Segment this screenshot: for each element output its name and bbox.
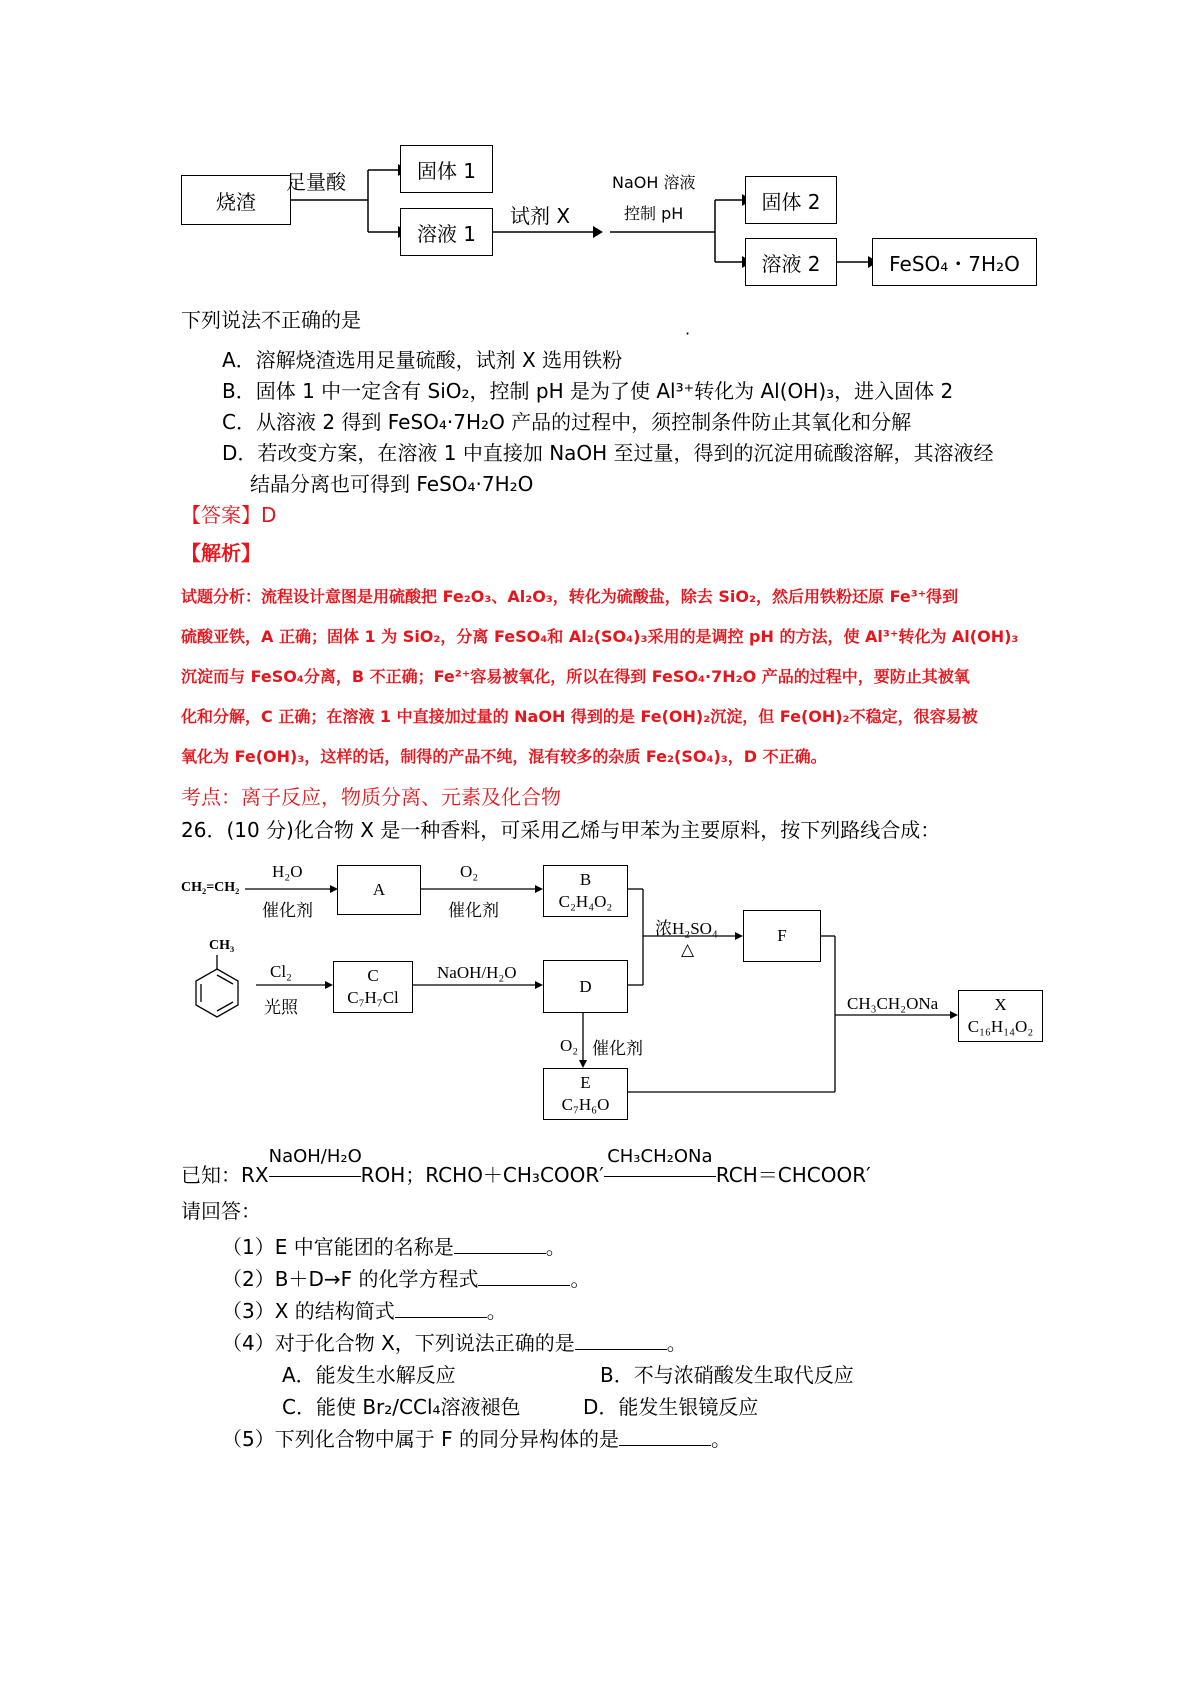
known-rx: RX bbox=[241, 1163, 269, 1187]
q26-sub4-text: （4）对于化合物 X，下列说法正确的是 bbox=[222, 1331, 575, 1355]
label-ph: 控制 pH bbox=[624, 204, 684, 223]
q25-stem: 下列说法不正确的是 · bbox=[181, 305, 1200, 335]
compound-c-formula: C₇H₇Cl bbox=[347, 988, 399, 1007]
node-sol1-label: 溶液 1 bbox=[416, 221, 477, 246]
node-start-label: 烧渣 bbox=[216, 189, 256, 214]
compound-c-box bbox=[333, 961, 413, 1013]
compound-e-box bbox=[543, 1068, 628, 1120]
q25-analysis-line-5: 氧化为 Fe(OH)₃，这样的话，制得的产品不纯，混有较多的杂质 Fe₂(SO₄)₃，D 不正确。 bbox=[181, 747, 827, 766]
compound-a-box bbox=[337, 865, 421, 915]
q25-analysis-line-4: 化和分解，C 正确；在溶液 1 中直接加过量的 NaOH 得到的是 Fe(OH)₂沉淀，但 Fe(OH)₂不稳定，很容易被 bbox=[181, 707, 978, 726]
node-sol2-label: 溶液 2 bbox=[761, 251, 821, 276]
known-prefix: 已知： bbox=[181, 1163, 241, 1187]
route-h2so4-label: 浓H₂SO₄ bbox=[655, 919, 718, 938]
toluene-methyl-label: CH₃ bbox=[209, 938, 235, 953]
compound-a-label: A bbox=[372, 880, 386, 899]
label-reagent: 试剂 X bbox=[510, 204, 571, 228]
label-acid: 足量酸 bbox=[286, 170, 346, 194]
q26-sub2-blank[interactable] bbox=[478, 1265, 570, 1286]
q25-option-d-cont: 结晶分离也可得到 FeSO₄·7H₂O bbox=[250, 472, 534, 496]
route-light-label: 光照 bbox=[264, 998, 298, 1017]
q26-sub5-text: （5）下列化合物中属于 F 的同分异构体的是 bbox=[222, 1427, 619, 1451]
route-ethoxide-label: CH₃CH₂ONa bbox=[847, 994, 939, 1013]
q25-kaodian: 考点：离子反应，物质分离、元素及化合物 bbox=[181, 785, 561, 809]
q26-sub5-period: 。 bbox=[710, 1427, 731, 1451]
compound-b-box bbox=[543, 865, 628, 917]
known-arrow-1 bbox=[268, 1146, 362, 1190]
q26-sub4-option-d: D．能发生银镜反应 bbox=[583, 1395, 759, 1419]
known-cond-2: CH₃CH₂ONa bbox=[607, 1146, 713, 1167]
q26-ask: 请回答： bbox=[181, 1199, 261, 1223]
compound-e-label: E bbox=[580, 1073, 591, 1092]
known-mid: ROH；RCHO＋CH₃COOR′ bbox=[360, 1163, 604, 1187]
q25-analysis-head: 【解析】 bbox=[181, 541, 261, 565]
q26-sub1 bbox=[222, 1232, 566, 1262]
q25-analysis-line-3: 沉淀而与 FeSO₄分离，B 不正确；Fe²⁺容易被氧化，所以在得到 FeSO₄·7H₂O 产品的过程中，要防止其被氧 bbox=[181, 667, 970, 686]
q26-sub3-text: （3）X 的结构简式 bbox=[222, 1299, 395, 1323]
route-o2-label: O₂ bbox=[460, 862, 479, 881]
q25-analysis-line-2: 硫酸亚铁，A 正确；固体 1 为 SiO₂，分离 FeSO₄和 Al₂(SO₄)₃采用的是调控 pH 的方法，使 Al³⁺转化为 Al(OH)₃ bbox=[181, 627, 1019, 646]
q26-sub4-blank[interactable] bbox=[575, 1329, 667, 1350]
q26-sub5 bbox=[222, 1424, 731, 1454]
q25-option-a: A．溶解烧渣选用足量硫酸，试剂 X 选用铁粉 bbox=[222, 348, 623, 372]
q25-option-c: C．从溶液 2 得到 FeSO₄·7H₂O 产品的过程中，须控制条件防止其氧化和分解 bbox=[222, 410, 912, 434]
compound-x-formula: C₁₆H₁₄O₂ bbox=[967, 1017, 1034, 1036]
q26-sub1-blank[interactable] bbox=[454, 1233, 546, 1254]
q26-sub4-option-b: B．不与浓硝酸发生取代反应 bbox=[600, 1363, 854, 1387]
compound-e-formula: C₇H₆O bbox=[561, 1095, 610, 1114]
compound-f-box bbox=[743, 910, 821, 962]
compound-d-label: D bbox=[579, 976, 592, 996]
known-end: RCH＝CHCOOR′ bbox=[715, 1163, 871, 1187]
q25-analysis-line-1: 试题分析：流程设计意图是用硫酸把 Fe₂O₃、Al₂O₃，转化为硫酸盐，除去 SiO₂，然后用铁粉还原 Fe³⁺得到 bbox=[181, 587, 959, 606]
compound-x-label: X bbox=[994, 995, 1007, 1014]
q26-stem: 26．(10 分)化合物 X 是一种香料，可采用乙烯与甲苯为主要原料，按下列路线合成： bbox=[181, 818, 941, 842]
q26-sub4-period: 。 bbox=[666, 1331, 687, 1355]
route-cat1-label: 催化剂 bbox=[262, 901, 313, 920]
q26-sub3 bbox=[222, 1296, 507, 1326]
known-cond-1: NaOH/H₂O bbox=[268, 1146, 362, 1167]
route-naoh-label: NaOH/H₂O bbox=[437, 963, 517, 982]
compound-x-box bbox=[958, 990, 1043, 1042]
route-heat-label: △ bbox=[681, 940, 695, 959]
q26-sub3-period: 。 bbox=[486, 1299, 507, 1323]
node-product-label: FeSO₄・7H₂O bbox=[889, 251, 1020, 276]
route-cat2-label: 催化剂 bbox=[448, 901, 499, 920]
q26-sub1-text: （1）E 中官能团的名称是 bbox=[222, 1235, 454, 1259]
route-o2-de-label: O₂ bbox=[560, 1036, 579, 1055]
known-arrow-2 bbox=[604, 1146, 716, 1190]
compound-b-label: B bbox=[579, 870, 592, 889]
q26-sub5-blank[interactable] bbox=[619, 1425, 711, 1446]
compound-d-box bbox=[543, 960, 628, 1013]
q26-sub4 bbox=[222, 1328, 687, 1358]
compound-c-label: C bbox=[367, 966, 379, 985]
q26-sub4-option-c: C．能使 Br₂/CCl₄溶液褪色 bbox=[282, 1395, 521, 1419]
node-solid2-label: 固体 2 bbox=[761, 189, 821, 214]
q25-answer: 【答案】D bbox=[181, 503, 277, 527]
route-cat-de-label: 催化剂 bbox=[592, 1039, 643, 1058]
route-h2o-label: H₂O bbox=[272, 862, 303, 881]
route-cl2-label: Cl₂ bbox=[270, 962, 292, 981]
q26-sub4-option-a: A．能发生水解反应 bbox=[282, 1363, 456, 1387]
q26-sub2 bbox=[222, 1264, 590, 1294]
known-reactions bbox=[181, 1146, 871, 1190]
q25-option-d: D．若改变方案，在溶液 1 中直接加 NaOH 至过量，得到的沉淀用硫酸溶解，其溶液经 bbox=[222, 441, 994, 465]
q25-option-b: B．固体 1 中一定含有 SiO₂，控制 pH 是为了使 Al³⁺转化为 Al(OH)₃，进入固体 2 bbox=[222, 379, 954, 403]
compound-b-formula: C₂H₄O₂ bbox=[558, 892, 613, 911]
ethylene-label: CH₂=CH₂ bbox=[181, 880, 240, 895]
compound-f-label: F bbox=[777, 926, 787, 945]
q26-sub3-blank[interactable] bbox=[395, 1297, 487, 1318]
label-naoh: NaOH 溶液 bbox=[612, 173, 696, 192]
q26-sub1-period: 。 bbox=[545, 1235, 566, 1259]
q26-sub2-period: 。 bbox=[570, 1267, 591, 1291]
node-solid1-label: 固体 1 bbox=[416, 158, 477, 183]
q26-sub2-text: （2）B＋D→F 的化学方程式 bbox=[222, 1267, 479, 1291]
